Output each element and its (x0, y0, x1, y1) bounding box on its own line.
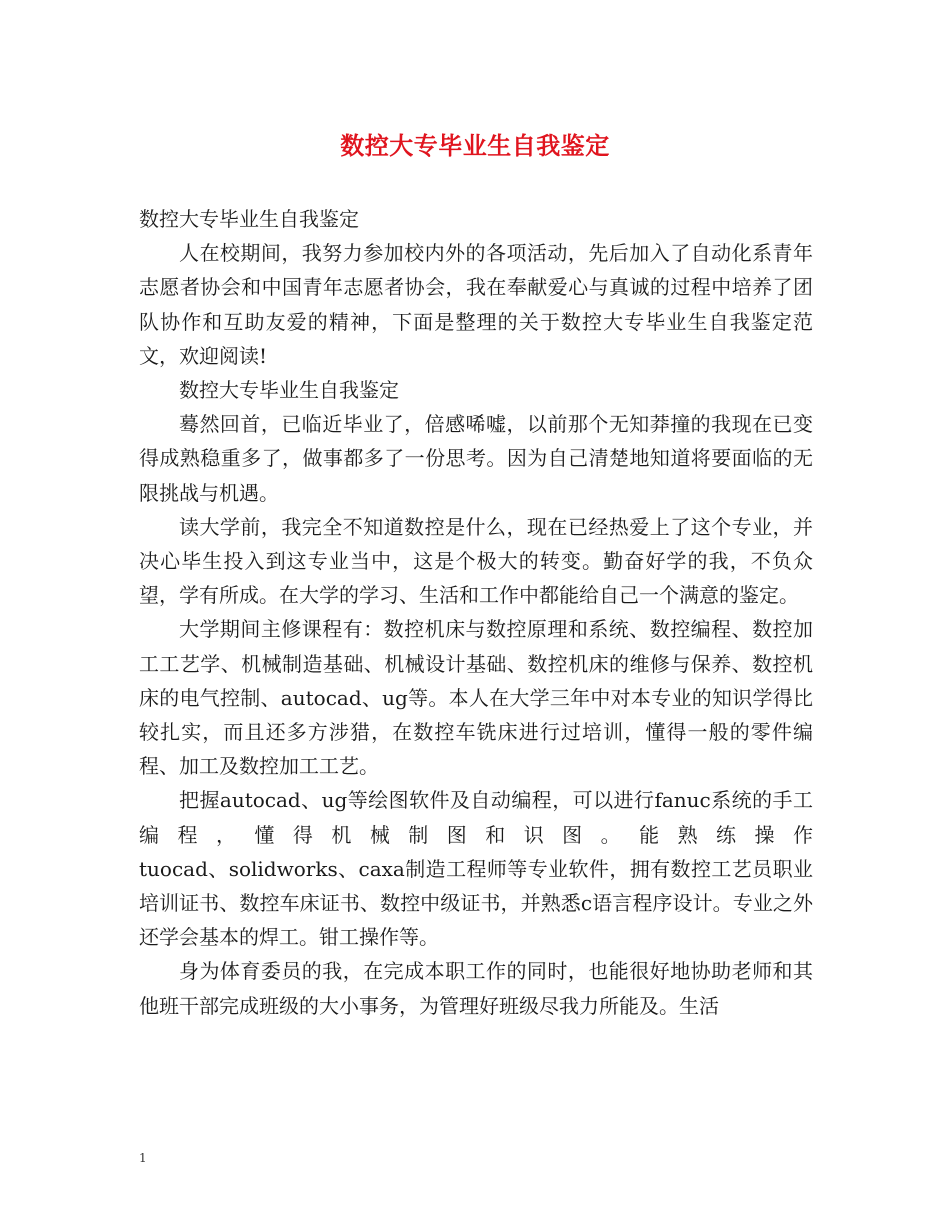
document-body (139, 202, 813, 1023)
document-subtitle: 数控大专毕业生自我鉴定 (139, 207, 359, 231)
paragraph-software-skills-continued: tuocad、solidworks、caxa制造工程师等专业软件，拥有数控工艺员职业培训证书、数控车床证书、数控中级证书，并熟悉c语言程序设计。专业之外还学会基本的焊工。钳工操作等。 (139, 856, 813, 950)
paragraph-before-college: 读大学前，我完全不知道数控是什么，现在已经热爱上了这个专业，并决心毕生投入到这专业当中，这是个极大的转变。勤奋好学的我，不负众望，学有所成。在大学的学习、生活和工作中都能给自己一个满意的鉴定。 (139, 514, 813, 608)
paragraph-sports-committee: 身为体育委员的我，在完成本职工作的同时，也能很好地协助老师和其他班干部完成班级的大小事务，为管理好班级尽我力所能及。生活 (139, 959, 813, 1018)
paragraph-intro: 人在校期间，我努力参加校内外的各项活动，先后加入了自动化系青年志愿者协会和中国青年志愿者协会，我在奉献爱心与真诚的过程中培养了团队协作和互助友爱的精神，下面是整理的关于数控大专毕业生自我鉴定范文，欢迎阅读! (139, 241, 813, 368)
document-title: 数控大专毕业生自我鉴定 (340, 131, 610, 160)
paragraph-looking-back: 蓦然回首，已临近毕业了，倍感唏嘘，以前那个无知莽撞的我现在已变得成熟稳重多了，做事都多了一份思考。因为自己清楚地知道将要面临的无限挑战与机遇。 (139, 412, 813, 505)
paragraph-heading-repeat: 数控大专毕业生自我鉴定 (179, 378, 399, 403)
paragraph-software-skills: 把握autocad、ug等绘图软件及自动编程，可以进行fanuc系统的手工编程，懂得机械制图和识图。能熟练操作 (139, 788, 813, 847)
page-number: 1 (139, 1151, 147, 1165)
paragraph-courses: 大学期间主修课程有：数控机床与数控原理和系统、数控编程、数控加工工艺学、机械制造基础、机械设计基础、数控机床的维修与保养、数控机床的电气控制、autocad、ug等。本人在大学三年中对本专业的知识学得比较扎实，而且还多方涉猎，在数控车铣床进行过培训，懂得一般的零件编程、加工及数控加工工艺。 (139, 617, 813, 779)
